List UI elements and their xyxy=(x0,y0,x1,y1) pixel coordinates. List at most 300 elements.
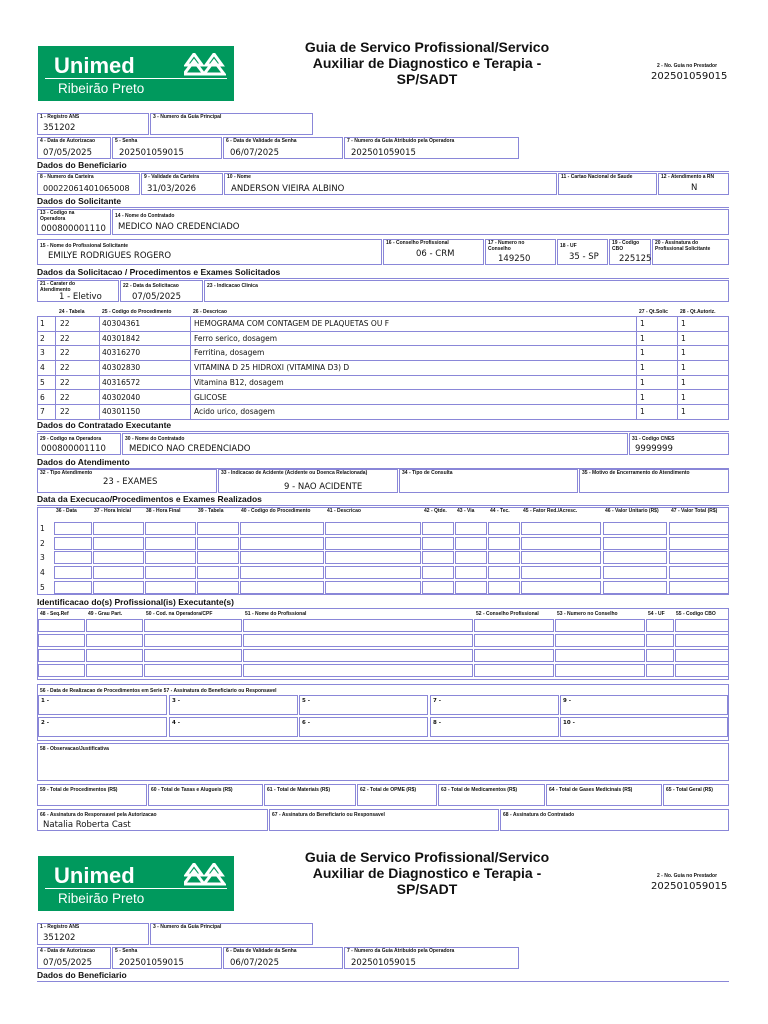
execucao-cell xyxy=(521,551,601,564)
execucao-cell xyxy=(669,581,729,594)
assinatura-solicitante-field xyxy=(652,239,729,265)
codigo-operadora-label: 13 - Codigo na Operadora xyxy=(40,210,75,222)
execucao-cell xyxy=(197,537,239,550)
execucao-cell xyxy=(325,581,421,594)
unimed-tree-icon-page2 xyxy=(184,863,226,887)
codigo-operadora-field xyxy=(37,209,111,235)
execucao-col-header: 43 - Via xyxy=(457,508,475,514)
row-codigo: 40304361 xyxy=(102,319,141,328)
uf-field xyxy=(557,239,608,265)
identificacao-cell xyxy=(474,634,554,647)
exec-nome-field xyxy=(122,433,628,455)
execucao-cell xyxy=(422,522,454,535)
encerramento-field xyxy=(579,469,729,493)
row-descricao: GLICOSE xyxy=(194,392,227,402)
indicacao-acidente-value: 9 - NAO ACIDENTE xyxy=(284,482,363,492)
execucao-cell xyxy=(325,537,421,550)
realizacao-serie-item: 8 - xyxy=(433,720,442,726)
identificacao-cell xyxy=(555,649,645,662)
realizacao-serie-item: 7 - xyxy=(433,698,442,704)
table-column-divider xyxy=(677,316,678,420)
table-row xyxy=(37,376,729,391)
table-column-divider xyxy=(99,316,100,420)
tipo-consulta-field xyxy=(399,469,578,493)
registro-ans-value: 351202 xyxy=(43,123,76,133)
execucao-cell xyxy=(488,551,520,564)
execucao-cell xyxy=(240,522,324,535)
execucao-col-header: 42 - Qtde. xyxy=(424,508,447,514)
cnes-label: 31 - Codigo CNES xyxy=(632,436,675,442)
numero-conselho-field xyxy=(485,239,556,265)
execucao-cell xyxy=(488,581,520,594)
senha-value-page2: 202501059015 xyxy=(119,958,184,968)
row-qt-solic: 1 xyxy=(640,319,645,328)
realizacao-serie-label: 56 - Data de Realizacao de Procedimentos em Serie 57 - Assinatura do Beneficiario ou Responsavel xyxy=(40,688,277,694)
data-autorizacao-field xyxy=(37,137,111,159)
execucao-cell xyxy=(240,537,324,550)
row-number: 7 xyxy=(40,407,45,417)
codigo-operadora-value: 000800001110 xyxy=(41,224,106,234)
row-number: 2 xyxy=(40,333,45,343)
carater-field xyxy=(37,280,119,302)
execucao-cell xyxy=(54,551,92,564)
realizacao-serie-item: 3 - xyxy=(172,698,181,704)
tipo-atendimento-field xyxy=(37,469,217,493)
total-label: 63 - Total de Medicamentos (R$) xyxy=(441,787,518,793)
senha-field-page2 xyxy=(112,947,222,969)
execucao-cell xyxy=(54,581,92,594)
cns-field xyxy=(558,173,657,195)
execucao-cell xyxy=(197,522,239,535)
rn-value: N xyxy=(691,183,698,193)
identificacao-cell xyxy=(38,664,85,677)
senha-value: 202501059015 xyxy=(119,148,184,158)
col-tabela-header: 24 - Tabela xyxy=(59,309,85,315)
total-label: 65 - Total Geral (R$) xyxy=(666,787,713,793)
col-qt-solic-header: 27 - Qt.Solic xyxy=(639,309,668,315)
identificacao-cell xyxy=(243,649,473,662)
realizacao-serie-cell xyxy=(169,717,298,737)
registro-ans-label: 1 - Registro ANS xyxy=(40,114,80,120)
rn-label: 12 - Atendimento a RN xyxy=(661,174,715,180)
table-column-divider xyxy=(190,316,191,420)
execucao-cell xyxy=(240,566,324,579)
execucao-cell xyxy=(669,522,729,535)
execucao-col-header: 44 - Tec. xyxy=(490,508,510,514)
validade-senha-value: 06/07/2025 xyxy=(230,148,279,158)
guide-number-label-page2: 2 - No. Guia no Prestador xyxy=(657,873,718,879)
execucao-col-header: 45 - Fator Red./Acresc. xyxy=(523,508,578,514)
execucao-row-number: 3 xyxy=(40,553,45,563)
section-execucao: Data da Execucao/Procedimentos e Exames Realizados xyxy=(37,494,729,506)
assinatura-solicitante-label: 20 - Assinatura do Profissional Solicitante xyxy=(655,240,711,252)
row-tabela: 22 xyxy=(60,407,70,417)
assinatura-beneficiario-label: 67 - Assinatura do Beneficiario ou Responsavel xyxy=(272,812,385,818)
identificacao-col-header: 55 - Codigo CBO xyxy=(676,611,716,617)
row-descricao: Ferritina, dosagem xyxy=(194,348,265,358)
data-solicitacao-value: 07/05/2025 xyxy=(132,292,181,302)
row-number: 4 xyxy=(40,363,45,373)
registro-ans-label-page2: 1 - Registro ANS xyxy=(40,924,80,930)
carteira-field xyxy=(37,173,140,195)
guia-principal-field-page2 xyxy=(150,923,313,945)
tipo-atendimento-label: 32 - Tipo Atendimento xyxy=(40,470,93,476)
execucao-cell xyxy=(455,537,487,550)
realizacao-serie-cell xyxy=(38,695,167,715)
row-number: 5 xyxy=(40,377,45,387)
exec-codigo-label: 29 - Codigo na Operadora xyxy=(40,436,102,442)
execucao-cell xyxy=(422,537,454,550)
execucao-cell xyxy=(521,537,601,550)
data-autorizacao-value: 07/05/2025 xyxy=(43,148,92,158)
senha-label: 5 - Senha xyxy=(115,138,138,144)
title-line-3: SP/SADT xyxy=(396,71,458,87)
validade-senha-value-page2: 06/07/2025 xyxy=(230,958,279,968)
execucao-cell xyxy=(197,566,239,579)
carteira-label: 8 - Numero da Carteira xyxy=(40,174,94,180)
section-identificacao: Identificacao do(s) Profissional(is) Executante(s) xyxy=(37,597,729,609)
col-qt-autoriz-header: 28 - Qt.Autoriz. xyxy=(680,309,716,315)
execucao-cell xyxy=(54,537,92,550)
guia-operadora-label-page2: 7 - Numero da Guia Atribuido pela Operadora xyxy=(347,948,455,954)
row-qt-autoriz: 1 xyxy=(681,407,686,417)
guide-number-label: 2 - No. Guia no Prestador xyxy=(657,63,718,69)
table-column-divider xyxy=(636,316,637,420)
identificacao-cell xyxy=(474,649,554,662)
validade-senha-field-page2 xyxy=(223,947,343,969)
tipo-consulta-label: 34 - Tipo de Consulta xyxy=(402,470,453,476)
row-tabela: 22 xyxy=(60,348,70,358)
section-solicitacao: Dados da Solicitacao / Procedimentos e Exames Solicitados xyxy=(37,267,729,279)
execucao-cell xyxy=(197,551,239,564)
guia-operadora-value: 202501059015 xyxy=(351,148,416,158)
execucao-cell xyxy=(325,566,421,579)
realizacao-serie-cell xyxy=(169,695,298,715)
identificacao-cell xyxy=(243,634,473,647)
registro-ans-value-page2: 351202 xyxy=(43,933,76,943)
row-number: 3 xyxy=(40,348,45,358)
row-tabela: 22 xyxy=(60,377,70,387)
total-label: 62 - Total de OPME (R$) xyxy=(360,787,417,793)
row-descricao: VITAMINA D 25 HIDROXI (VITAMINA D3) D xyxy=(194,363,350,373)
row-number: 1 xyxy=(40,319,45,328)
execucao-cell xyxy=(603,551,667,564)
guia-operadora-field-page2 xyxy=(344,947,519,969)
execucao-cell xyxy=(488,522,520,535)
table-row xyxy=(37,317,729,332)
execucao-cell xyxy=(325,522,421,535)
col-codigo-header: 25 - Codigo do Procedimento xyxy=(102,309,172,315)
data-autorizacao-label-page2: 4 - Data de Autorizacao xyxy=(40,948,96,954)
data-solicitacao-label: 22 - Data da Solicitacao xyxy=(123,283,179,289)
assinatura-contratado-field xyxy=(500,809,729,831)
title-line-1: Guia de Servico Profissional/Servico xyxy=(304,39,550,55)
identificacao-cell xyxy=(144,649,242,662)
row-tabela: 22 xyxy=(60,363,70,373)
guide-number-value-page2: 202501059015 xyxy=(651,881,728,892)
logo-brand-text: Unimed xyxy=(54,53,135,78)
row-qt-autoriz: 1 xyxy=(681,333,686,343)
execucao-col-header: 39 - Tabela xyxy=(198,508,224,514)
execucao-col-header: 41 - Descricao xyxy=(327,508,361,514)
page-title-page2 xyxy=(262,849,592,897)
row-qt-solic: 1 xyxy=(640,407,645,417)
assinatura-contratado-label: 68 - Assinatura do Contratado xyxy=(503,812,575,818)
unimed-logo xyxy=(38,46,234,101)
validade-carteira-value: 31/03/2026 xyxy=(147,184,196,194)
execucao-cell xyxy=(488,566,520,579)
execucao-col-header: 36 - Data xyxy=(56,508,77,514)
validade-senha-field xyxy=(223,137,343,159)
execucao-cell xyxy=(145,522,196,535)
data-autorizacao-value-page2: 07/05/2025 xyxy=(43,958,92,968)
identificacao-cell xyxy=(86,649,143,662)
validade-carteira-field xyxy=(141,173,223,195)
uf-label: 18 - UF xyxy=(560,243,577,249)
exec-codigo-value: 000800001110 xyxy=(41,444,106,454)
senha-label-page2: 5 - Senha xyxy=(115,948,138,954)
row-codigo: 40316572 xyxy=(102,377,141,387)
profissional-field xyxy=(37,239,382,265)
execucao-cell xyxy=(240,551,324,564)
realizacao-serie-cell xyxy=(38,717,167,737)
guia-principal-label-page2: 3 - Numero da Guia Principal xyxy=(153,924,222,930)
row-qt-autoriz: 1 xyxy=(681,348,686,358)
identificacao-cell xyxy=(38,649,85,662)
execucao-cell xyxy=(240,581,324,594)
identificacao-cell xyxy=(86,619,143,632)
identificacao-cell xyxy=(144,619,242,632)
identificacao-cell xyxy=(675,619,729,632)
total-label: 64 - Total de Gases Medicinais (R$) xyxy=(549,787,633,793)
unimed-tree-icon xyxy=(184,53,226,77)
row-descricao: Ferro serico, dosagem xyxy=(194,333,278,343)
row-codigo: 40316270 xyxy=(102,348,141,358)
row-tabela: 22 xyxy=(60,319,70,328)
observacao-label: 58 - Observacao/Justificativa xyxy=(40,746,109,752)
realizacao-serie-cell xyxy=(430,695,559,715)
guia-operadora-value-page2: 202501059015 xyxy=(351,958,416,968)
execucao-cell xyxy=(669,551,729,564)
cbo-label: 19 - Codigo CBO xyxy=(612,240,640,252)
execucao-cell xyxy=(54,566,92,579)
indicacao-clinica-label: 23 - Indicacao Clinica xyxy=(207,283,258,289)
realizacao-serie-item: 9 - xyxy=(563,698,572,704)
registro-ans-field xyxy=(37,113,149,135)
execucao-cell xyxy=(488,537,520,550)
realizacao-serie-item: 5 - xyxy=(302,698,311,704)
identificacao-cell xyxy=(474,664,554,677)
execucao-col-header: 40 - Codigo do Procedimento xyxy=(241,508,311,514)
execucao-cell xyxy=(145,566,196,579)
execucao-cell xyxy=(325,551,421,564)
execucao-cell xyxy=(669,566,729,579)
identificacao-col-header: 49 - Grau Part. xyxy=(88,611,123,617)
row-number: 6 xyxy=(40,392,45,402)
execucao-cell xyxy=(455,581,487,594)
registro-ans-field-page2 xyxy=(37,923,149,945)
total-label: 59 - Total de Procedimentos (R$) xyxy=(40,787,118,793)
execucao-cell xyxy=(455,551,487,564)
execucao-col-header: 38 - Hora Final xyxy=(146,508,181,514)
realizacao-serie-item: 10 - xyxy=(563,720,575,726)
identificacao-cell xyxy=(38,634,85,647)
assinatura-autorizacao-label: 66 - Assinatura do Responsavel pela Autorizacao xyxy=(40,812,157,818)
table-row xyxy=(37,332,729,347)
row-qt-solic: 1 xyxy=(640,363,645,373)
identificacao-cell xyxy=(144,664,242,677)
identificacao-cell xyxy=(675,649,729,662)
identificacao-cell xyxy=(555,619,645,632)
execucao-col-header: 46 - Valor Unitario (R$) xyxy=(605,508,659,514)
validade-senha-label: 6 - Data de Validade da Senha xyxy=(226,138,297,144)
nome-contratado-value: MEDICO NAO CREDENCIADO xyxy=(118,222,240,232)
identificacao-col-header: 52 - Conselho Profissional xyxy=(476,611,539,617)
total-field xyxy=(37,784,147,806)
validade-senha-label-page2: 6 - Data de Validade da Senha xyxy=(226,948,297,954)
identificacao-cell xyxy=(646,634,674,647)
conselho-value: 06 - CRM xyxy=(416,249,455,259)
row-descricao: HEMOGRAMA COM CONTAGEM DE PLAQUETAS OU F xyxy=(194,319,390,328)
numero-conselho-value: 149250 xyxy=(498,254,531,264)
row-qt-solic: 1 xyxy=(640,333,645,343)
identificacao-col-header: 51 - Nome do Profissional xyxy=(245,611,307,617)
identificacao-col-header: 50 - Cod. na Operadora/CPF xyxy=(146,611,213,617)
indicacao-clinica-field xyxy=(204,280,729,302)
data-autorizacao-label: 4 - Data de Autorizacao xyxy=(40,138,96,144)
identificacao-col-header: 53 - Numero no Conselho xyxy=(557,611,618,617)
execucao-cell xyxy=(455,566,487,579)
execucao-cell xyxy=(145,537,196,550)
total-field xyxy=(546,784,662,806)
cbo-value: 225125 xyxy=(619,254,652,264)
execucao-cell xyxy=(145,581,196,594)
execucao-cell xyxy=(521,581,601,594)
carater-label: 21 - Carater do Atendimento xyxy=(40,281,76,293)
conselho-field xyxy=(383,239,484,265)
execucao-cell xyxy=(93,551,144,564)
realizacao-serie-cell xyxy=(299,717,428,737)
section-beneficiario-page2: Dados do Beneficiario xyxy=(37,970,729,982)
validade-carteira-label: 9 - Validade da Carteira xyxy=(144,174,200,180)
row-qt-solic: 1 xyxy=(640,348,645,358)
execucao-cell xyxy=(422,581,454,594)
execucao-cell xyxy=(455,522,487,535)
col-descricao-header: 26 - Descricao xyxy=(193,309,227,315)
indicacao-acidente-field xyxy=(218,469,398,493)
execucao-cell xyxy=(521,522,601,535)
exec-nome-value: MEDICO NAO CREDENCIADO xyxy=(129,444,251,454)
execucao-cell xyxy=(669,537,729,550)
section-beneficiario: Dados do Beneficiario xyxy=(37,160,729,172)
realizacao-serie-item: 1 - xyxy=(41,698,50,704)
exec-codigo-field xyxy=(37,433,121,455)
table-row xyxy=(37,361,729,376)
execucao-cell xyxy=(603,581,667,594)
execucao-row-number: 1 xyxy=(40,524,45,533)
row-qt-solic: 1 xyxy=(640,392,645,402)
nome-contratado-label: 14 - Nome do Contratado xyxy=(115,213,175,219)
carater-value: 1 - Eletivo xyxy=(59,292,102,302)
numero-conselho-label: 17 - Numero no Conselho xyxy=(488,240,525,252)
execucao-cell xyxy=(93,522,144,535)
guia-operadora-label: 7 - Numero da Guia Atribuido pela Operadora xyxy=(347,138,455,144)
row-tabela: 22 xyxy=(60,392,70,402)
profissional-value: EMILYE RODRIGUES ROGERO xyxy=(48,251,172,261)
guia-principal-field xyxy=(150,113,313,135)
nome-beneficiario-field xyxy=(224,173,557,195)
execucao-cell xyxy=(54,522,92,535)
assinatura-beneficiario-field xyxy=(269,809,499,831)
exec-nome-label: 30 - Nome do Contratado xyxy=(125,436,185,442)
execucao-cell xyxy=(145,551,196,564)
title-line-3-page2: SP/SADT xyxy=(396,881,458,897)
execucao-row-number: 4 xyxy=(40,568,45,578)
realizacao-serie-item: 2 - xyxy=(41,720,50,726)
uf-value: 35 - SP xyxy=(569,252,599,262)
realizacao-serie-item: 4 - xyxy=(172,720,181,726)
title-line-2: Auxiliar de Diagnostico e Terapia - xyxy=(312,55,542,71)
carteira-value: 00022061401065008 xyxy=(43,184,130,193)
total-field xyxy=(438,784,545,806)
identificacao-cell xyxy=(38,619,85,632)
execucao-col-header: 47 - Valor Total (R$) xyxy=(671,508,718,514)
identificacao-col-header: 54 - UF xyxy=(648,611,665,617)
observacao-field xyxy=(37,743,729,781)
section-executante: Dados do Contratado Executante xyxy=(37,420,729,432)
data-autorizacao-field-page2 xyxy=(37,947,111,969)
row-codigo: 40302040 xyxy=(102,392,141,402)
assinatura-autorizacao-value: Natalia Roberta Cast xyxy=(43,820,131,830)
section-solicitante: Dados do Solicitante xyxy=(37,196,729,208)
execucao-cell xyxy=(521,566,601,579)
identificacao-cell xyxy=(646,664,674,677)
realizacao-serie-cell xyxy=(430,717,559,737)
cnes-field xyxy=(629,433,729,455)
row-codigo: 40302830 xyxy=(102,363,141,373)
nome-contratado-field xyxy=(112,209,729,235)
row-codigo: 40301842 xyxy=(102,333,141,343)
row-tabela: 22 xyxy=(60,333,70,343)
logo-brand-text-page2: Unimed xyxy=(54,863,135,888)
row-codigo: 40301150 xyxy=(102,407,141,417)
rn-field xyxy=(658,173,729,195)
total-label: 61 - Total de Materiais (R$) xyxy=(267,787,330,793)
identificacao-cell xyxy=(144,634,242,647)
table-row xyxy=(37,346,729,361)
identificacao-cell xyxy=(243,619,473,632)
total-field xyxy=(663,784,729,806)
senha-field xyxy=(112,137,222,159)
execucao-cell xyxy=(603,522,667,535)
execucao-cell xyxy=(422,551,454,564)
encerramento-label: 35 - Motivo de Encerramento do Atendimento xyxy=(582,470,690,476)
execucao-cell xyxy=(422,566,454,579)
execucao-cell xyxy=(93,581,144,594)
execucao-row-number: 2 xyxy=(40,538,45,548)
total-field xyxy=(264,784,356,806)
row-descricao: Vitamina B12, dosagem xyxy=(194,377,284,387)
realizacao-serie-item: 6 - xyxy=(302,720,311,726)
conselho-label: 16 - Conselho Profissional xyxy=(386,240,449,246)
identificacao-cell xyxy=(243,664,473,677)
identificacao-cell xyxy=(86,634,143,647)
execucao-cell xyxy=(197,581,239,594)
identificacao-cell xyxy=(646,649,674,662)
tipo-atendimento-value: 23 - EXAMES xyxy=(103,477,158,487)
cnes-value: 9999999 xyxy=(635,444,673,454)
nome-beneficiario-label: 10 - Nome xyxy=(227,174,251,180)
